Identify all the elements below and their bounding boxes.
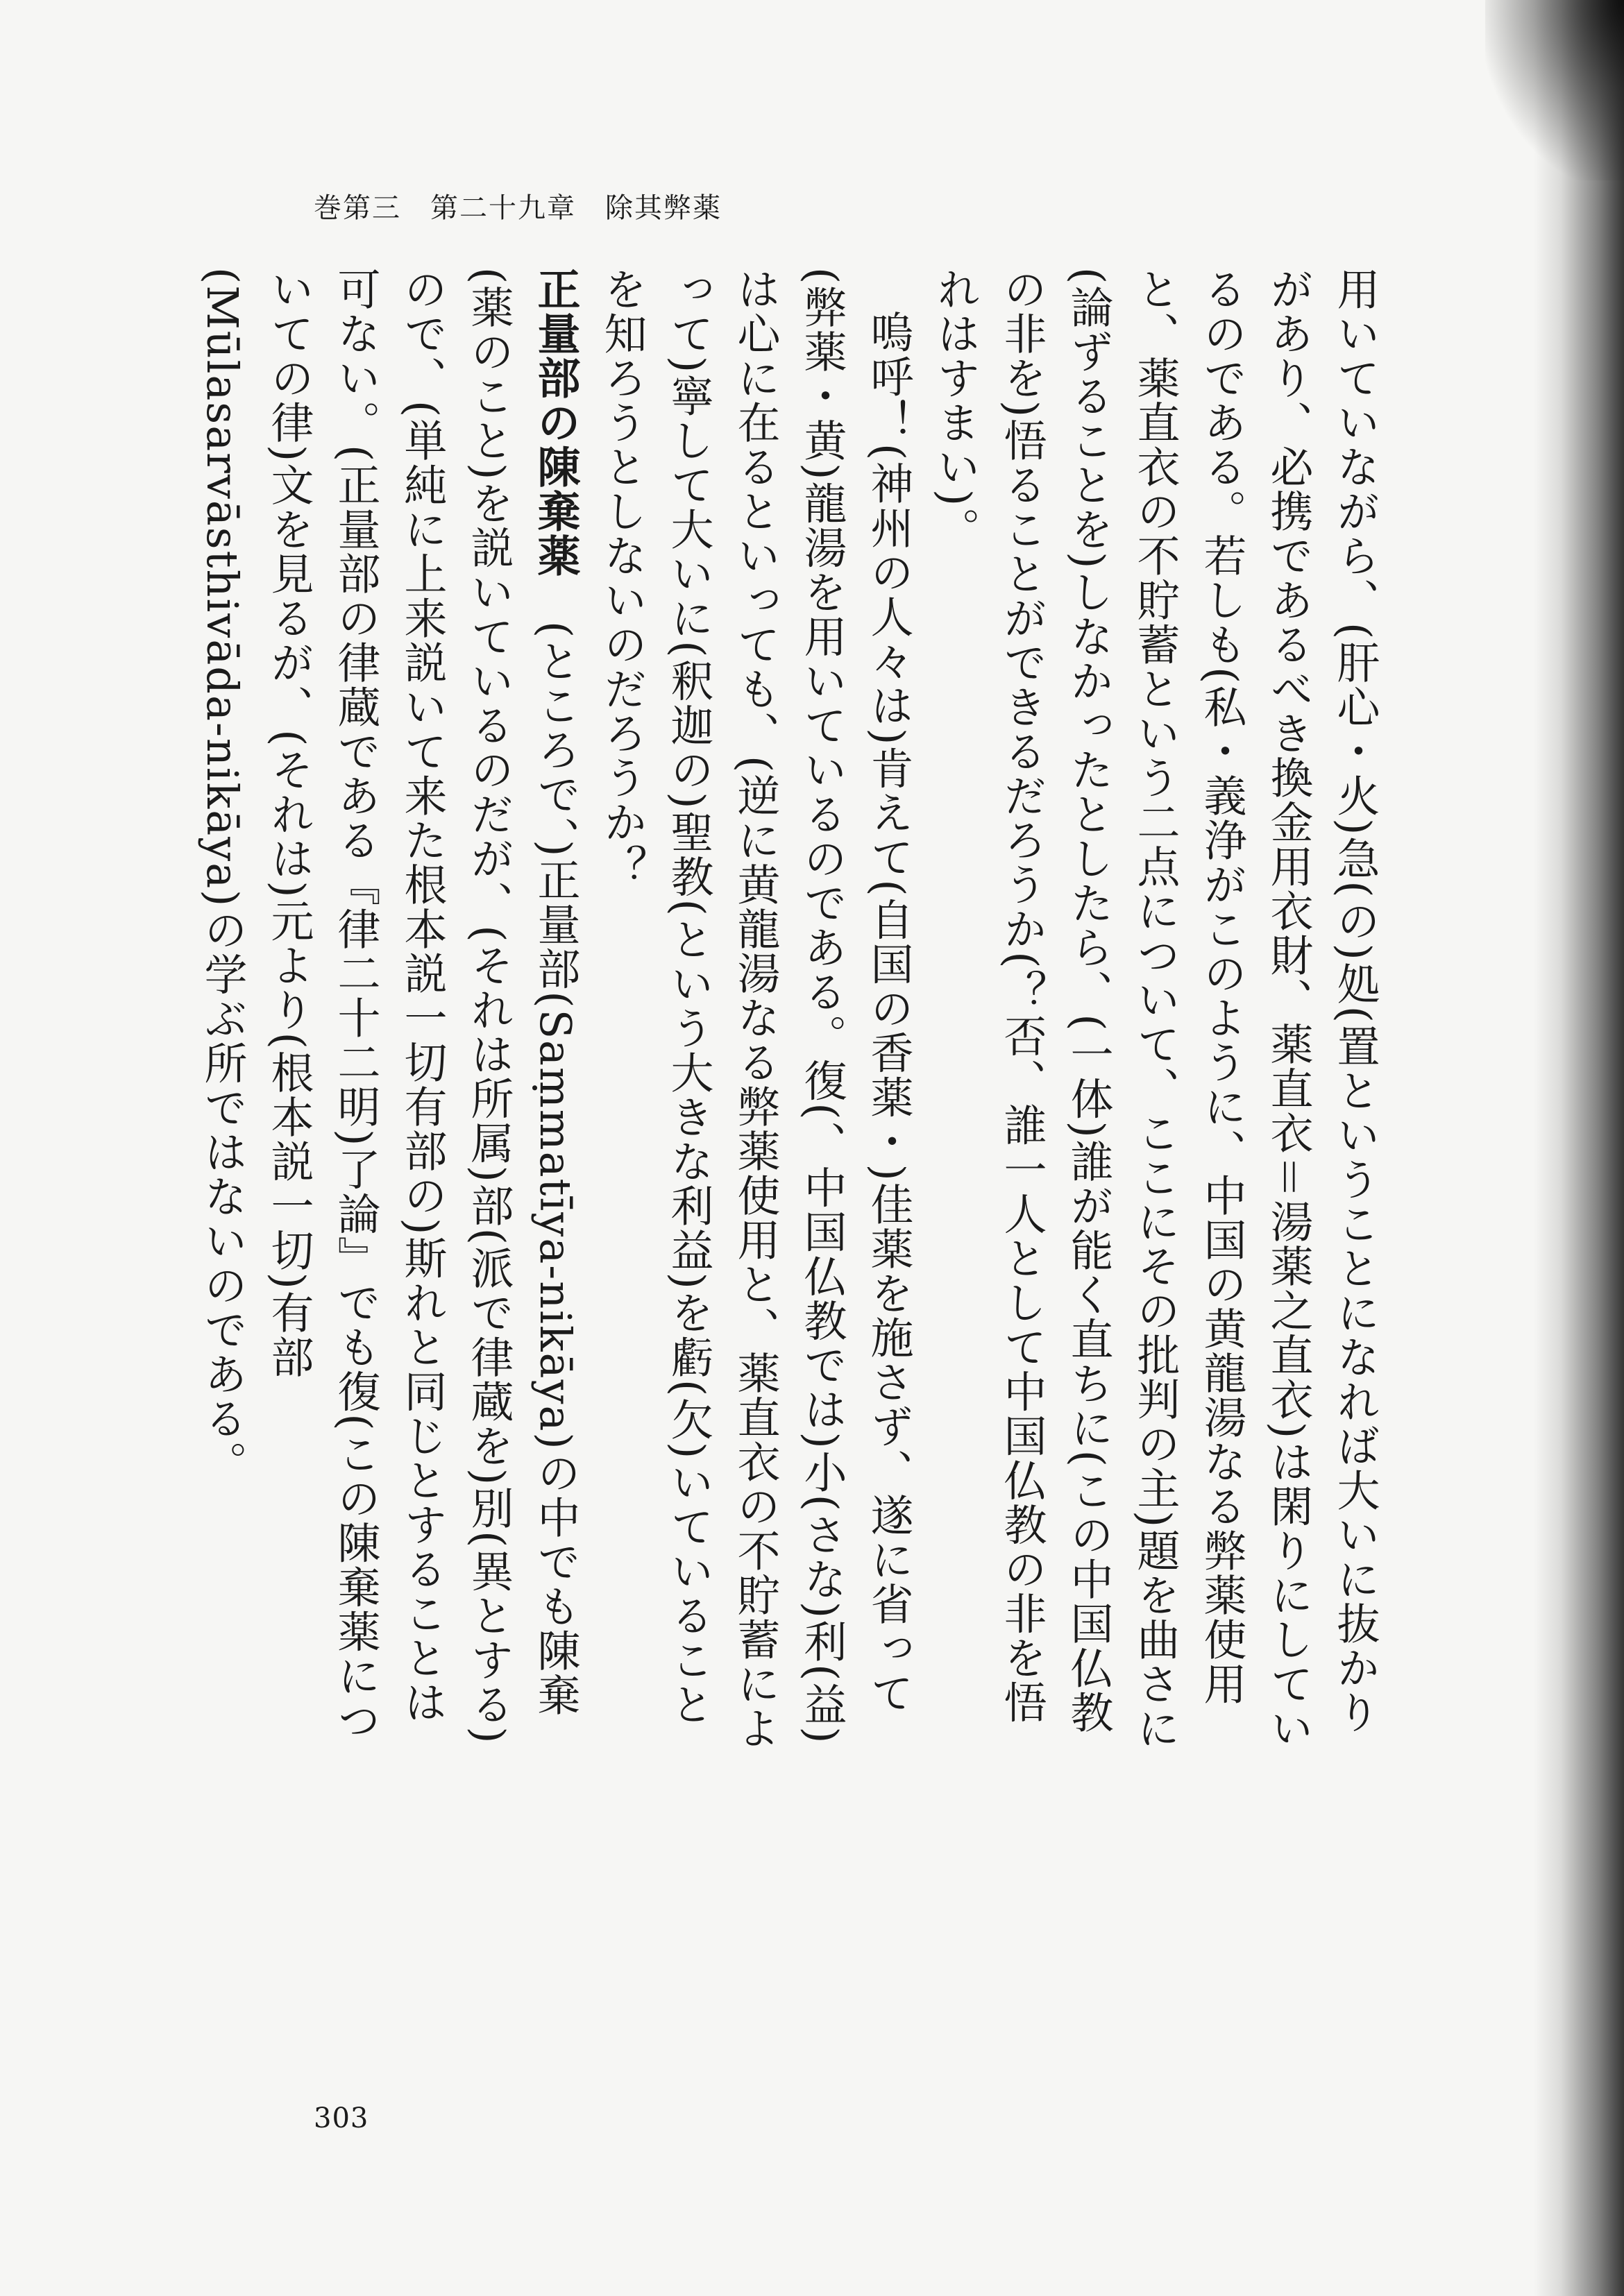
sub-heading: 正量部の陳棄薬 bbox=[530, 267, 581, 578]
page-corner-shadow bbox=[1485, 0, 1624, 180]
paragraph: 用いていながら、(肝心・火)急(の)処(置ということになれば大いに抜かりがあり、必携であるべき換金用衣財、薬直衣＝湯薬之直衣)は閑りにしているのである。若しも(私・義浄がこのように、中国の黄龍湯なる弊薬使用と、薬直衣の不貯蓄という二点について、ここにその批判の主)題を曲さに(論ずることを)しなかったとしたら、(一体)誰が能く直ちに(この中国仏教の非を)悟ることができるだろうか(？否、誰一人として中国仏教の非を悟れはすまい)。 bbox=[930, 267, 1380, 1751]
body-text bbox=[197, 267, 1388, 1766]
running-head: 巻第三 第二十九章 除其弊薬 bbox=[314, 192, 722, 224]
paragraph: 嗚呼！(神州の人々は)肯えて(自国の香薬・)佳薬を施さず、遂に省って(弊薬・黄)龍湯を用いているのである。復(、中国仏教では)小(さな)利(益)は心に在るといっても、(逆に黄龍湯なる弊薬使用と、薬直衣の不貯蓄によって)寧して大いに(釈迦の)聖教(という大きな利益)を虧(欠)いていることを知ろうとしないのだろうか？ bbox=[597, 267, 914, 1751]
paragraph-text: (ところで、)正量部(Saṃmatīya-nikāya)の中でも陳棄(薬のこと)を説いているのだが、(それは所属)部(派で律蔵を)別(異とする)ので、(単純に上来説いて来た根本説一切有部の)斯れと同じとすることは可ない。(正量部の律蔵である『律二十二明)了論』でも復(この陳棄薬についての律)文を見るが、(それは)元より(根本説一切)有部(Mūlasarvāsthivāda-nikāya)の学ぶ所ではないのである。 bbox=[197, 267, 581, 1745]
section-paragraph bbox=[189, 267, 589, 1766]
page-number: 303 bbox=[314, 2102, 369, 2134]
page-edge-shadow bbox=[1534, 0, 1624, 2296]
heading-gap bbox=[522, 578, 589, 621]
